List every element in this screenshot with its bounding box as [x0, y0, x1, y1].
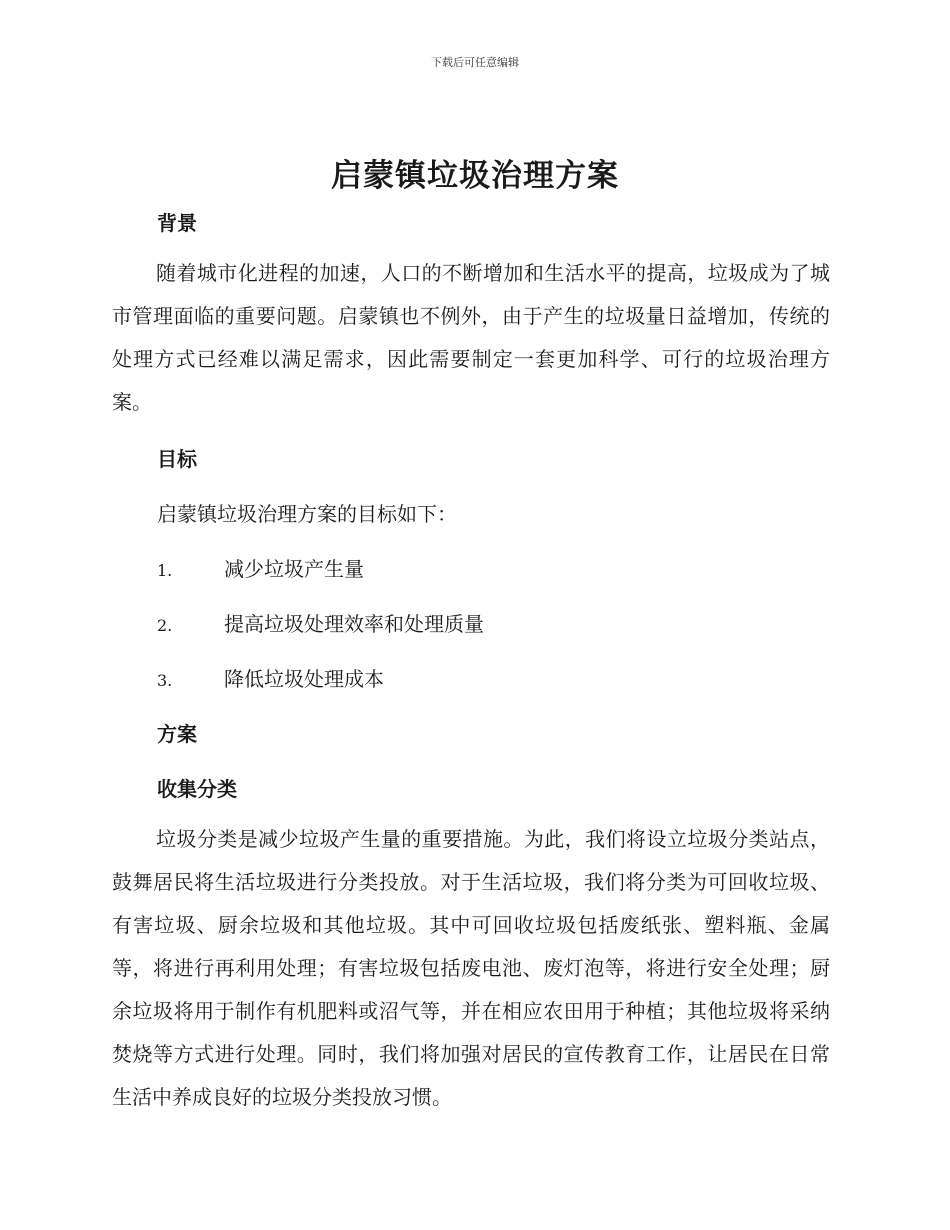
list-item — [157, 553, 364, 582]
paragraph-background: 随着城市化进程的加速，人口的不断增加和生活水平的提高，垃圾成为了城市管理面临的重要问题。启蒙镇也不例外，由于产生的垃圾量日益增加，传统的处理方式已经难以满足需求，因此需要制定一套更加科学、可行的垃圾治理方案。 — [112, 261, 830, 414]
list-item-number: 2. — [157, 616, 173, 635]
list-item-text: 减少垃圾产生量 — [224, 557, 364, 581]
heading-plan: 方案 — [157, 722, 197, 746]
heading-background: 背景 — [157, 211, 197, 235]
document-title: 启蒙镇垃圾治理方案 — [331, 158, 619, 194]
header-note: 下载后可任意编辑 — [431, 56, 519, 69]
paragraph-collection: 垃圾分类是减少垃圾产生量的重要措施。为此，我们将设立垃圾分类站点，鼓舞居民将生活垃圾进行分类投放。对于生活垃圾，我们将分类为可回收垃圾、有害垃圾、厨余垃圾和其他垃圾。其中可回收垃圾包括废纸张、塑料瓶、金属等，将进行再利用处理；有害垃圾包括废电池、废灯泡等，将进行安全处理；厨余垃圾将用于制作有机肥料或沼气等，并在相应农田用于种植；其他垃圾将采纳焚烧等方式进行处理。同时，我们将加强对居民的宣传教育工作，让居民在日常生活中养成良好的垃圾分类投放习惯。 — [112, 827, 830, 1109]
list-item — [157, 608, 484, 637]
goals-intro: 启蒙镇垃圾治理方案的目标如下： — [157, 502, 457, 526]
list-item — [157, 663, 384, 692]
heading-goals: 目标 — [157, 447, 197, 471]
list-item-number: 3. — [157, 671, 173, 690]
subheading-collection: 收集分类 — [157, 777, 237, 801]
list-item-text: 提高垃圾处理效率和处理质量 — [224, 612, 484, 636]
list-item-number: 1. — [157, 561, 173, 580]
list-item-text: 降低垃圾处理成本 — [224, 667, 384, 691]
